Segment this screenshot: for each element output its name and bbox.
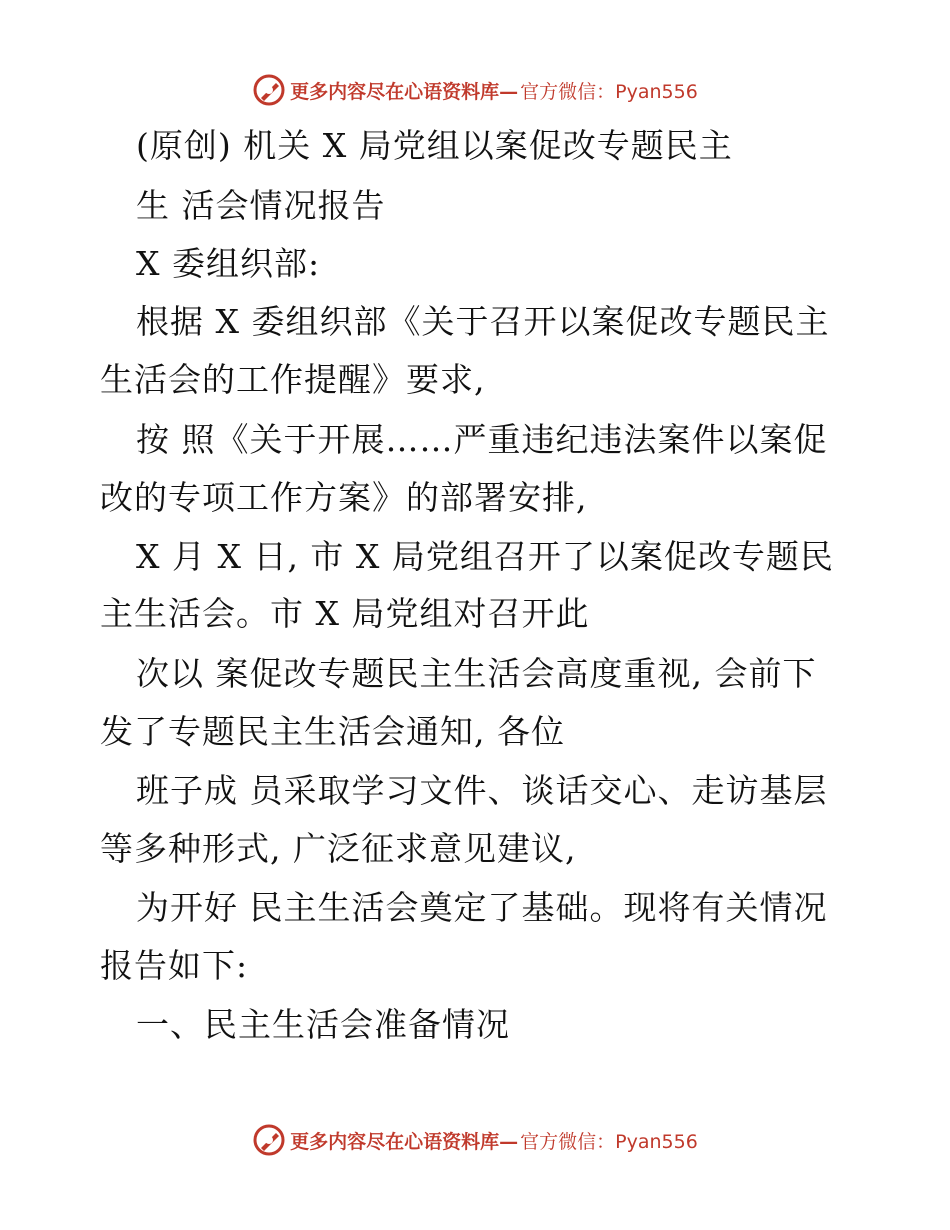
footer-banner: [0, 1120, 950, 1160]
banner-wechat-text: 官方微信：Pyan556: [520, 80, 698, 103]
header-banner: [0, 70, 950, 110]
paragraph-line: 报告如下:: [100, 946, 249, 985]
banner-main-text: 更多内容尽在心语资料库—: [290, 1130, 519, 1153]
section-heading: 一、民主生活会准备情况: [136, 1005, 510, 1044]
paragraph-line: 发了专题民主生活会通知, 各位: [100, 712, 565, 751]
paragraph-line: 等多种形式, 广泛征求意见建议,: [100, 829, 577, 868]
pen-logo-icon: [252, 1123, 286, 1157]
paragraph-line: 改的专项工作方案》的部署安排,: [100, 478, 588, 517]
paragraph-line: X 月 X 日, 市 X 局党组召开了以案促改专题民: [136, 537, 834, 576]
paragraph-line: 按 照《关于开展……严重违纪违法案件以案促: [136, 420, 828, 459]
addressee: X 委组织部:: [136, 244, 321, 283]
paragraph-line: 为开好 民主生活会奠定了基础。现将有关情况: [136, 888, 828, 927]
document-title-line-1: (原创) 机关 X 局党组以案促改专题民主: [136, 126, 733, 165]
paragraph-line: 根据 X 委组织部《关于召开以案促改专题民主: [136, 302, 830, 341]
paragraph-line: 主生活会。市 X 局党组对召开此: [100, 594, 590, 633]
banner-main-text: 更多内容尽在心语资料库—: [290, 80, 519, 103]
document-title-line-2: 生 活会情况报告: [136, 186, 386, 225]
pen-logo-icon: [252, 73, 286, 107]
paragraph-line: 班子成 员采取学习文件、谈话交心、走访基层: [136, 771, 828, 810]
paragraph-line: 次以 案促改专题民主生活会高度重视, 会前下: [136, 654, 817, 693]
banner-wechat-text: 官方微信：Pyan556: [520, 1130, 698, 1153]
paragraph-line: 生活会的工作提醒》要求,: [100, 360, 486, 399]
